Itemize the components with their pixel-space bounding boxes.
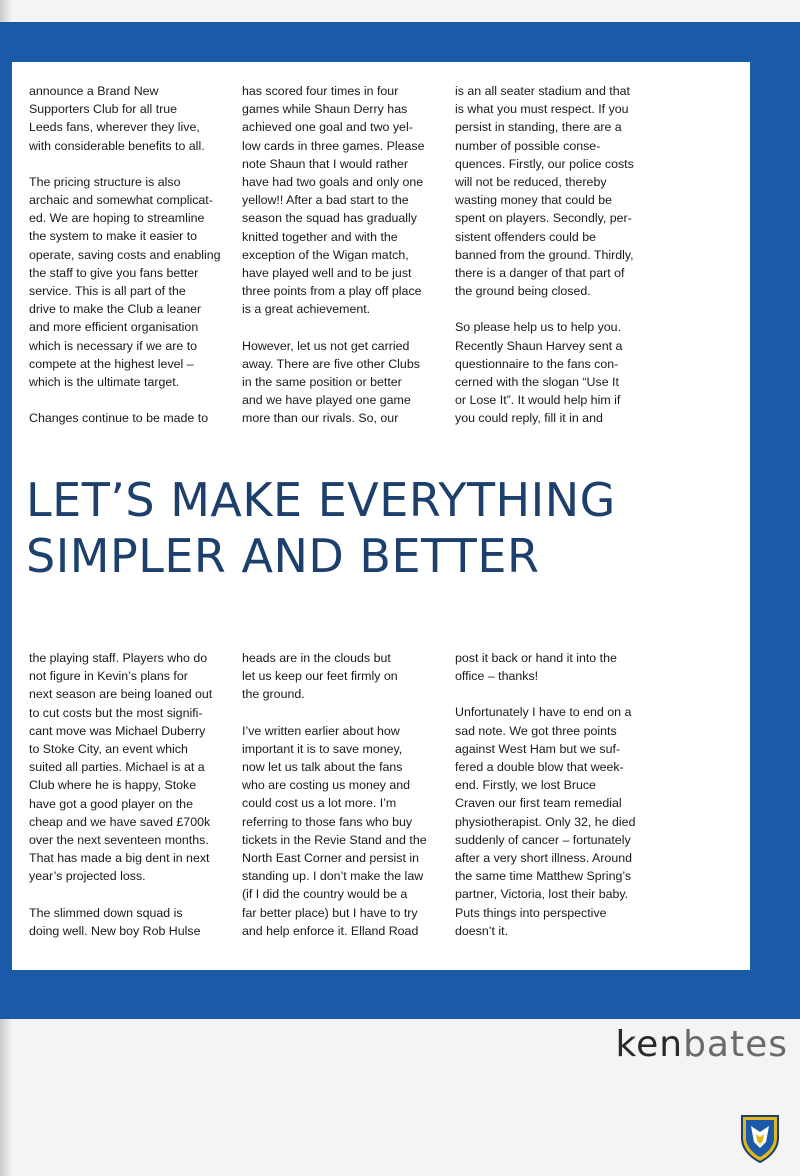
byline xyxy=(616,1024,788,1065)
leeds-crest-icon xyxy=(738,1112,782,1164)
headline-line-2: SIMPLER AND BETTER xyxy=(26,529,540,583)
paragraph: The pricing structure is also archaic and somewhat complicat- ed. We are hoping to streamline the system to make it easier to operate, saving costs and enabling the staff to give you fans better service. This is all part of the drive to make the Club a leaner and more efficient organisation which is necessary if we are to compete at the highest level – which is the ultimate target. xyxy=(29,174,221,390)
top-column-1 xyxy=(29,82,234,445)
byline-last: bates xyxy=(683,1024,788,1065)
byline-first: ken xyxy=(615,1024,684,1065)
paragraph: Unfortunately I have to end on a sad note. We got three points against West Ham but we suf- fered a double blow that week- end. Firstly, we lost Bruce Craven our first team remedial physiotherapist. Only 32, he died suddenly of cancer – fortunately after a very short illness. Around the same time Matthew Spring’s partner, Victoria, lost their baby. Puts things into perspective doesn’t it. xyxy=(455,705,636,938)
headline xyxy=(26,472,746,584)
paragraph: Changes continue to be made to xyxy=(29,411,209,426)
bottom-column-1 xyxy=(29,649,234,958)
paragraph: post it back or hand it into the office – thanks! xyxy=(455,651,617,684)
bottom-column-2 xyxy=(242,649,447,958)
paragraph: The slimmed down squad is doing well. New boy Rob Hulse xyxy=(29,905,201,938)
headline-line-1: LET’S MAKE EVERYTHING xyxy=(26,473,616,527)
paragraph: the playing staff. Players who do not figure in Kevin’s plans for next season are being loaned out to cut costs but the most signifi- cant move was Michael Duberry to Stoke City, an event which suited all parties. Michael is at a Club where he is happy, Stoke have got a good player on the cheap and we have saved £700k over the next seventeen months. That has made a big dent in next year’s projected loss. xyxy=(29,651,213,884)
paragraph: heads are in the clouds but let us keep our feet firmly on the ground. xyxy=(242,651,398,702)
paragraph: I’ve written earlier about how important it is to save money, now let us talk about the fans who are costing us money and could cost us a lot more. I’m referring to those fans who buy tickets in the Revie Stand and the North East Corner and persist in standing up. I don’t make the law (if I did the country would be a far better place) but I have to try and help enforce it. Elland Road xyxy=(242,723,427,938)
paragraph: However, let us not get carried away. There are five other Clubs in the same position or better and we have played one game more than our rivals. So, our xyxy=(242,338,420,426)
article-panel xyxy=(12,62,750,970)
paragraph: announce a Brand New Supporters Club for all true Leeds fans, wherever they live, with considerable benefits to all. xyxy=(29,84,205,153)
paragraph: has scored four times in four games while Shaun Derry has achieved one goal and two yel- low cards in three games. Please note Shaun that I would rather have had two goals and only one yellow!! After a bad start to the season the squad has gradually knitted together and with the exception of the Wigan match, have played well and to be just three points from a play off place is a great achievement. xyxy=(242,84,425,317)
paragraph: So please help us to help you. Recently Shaun Harvey sent a questionnaire to the fans con- cerned with the slogan “Use It or Lose It”. It would help him if you could reply, fill it in and xyxy=(455,320,623,426)
top-column-2 xyxy=(242,82,447,446)
bottom-column-3 xyxy=(455,649,660,958)
paragraph: is an all seater stadium and that is what you must respect. If you persist in standing, there are a number of possible conse- quences. Firstly, our police costs will not be reduced, thereby wasting money that could be spent on players. Secondly, per- sistent offenders could be banned from the ground. Thirdly, there is a danger of that part of the ground being closed. xyxy=(455,84,634,299)
top-column-3 xyxy=(455,82,660,446)
